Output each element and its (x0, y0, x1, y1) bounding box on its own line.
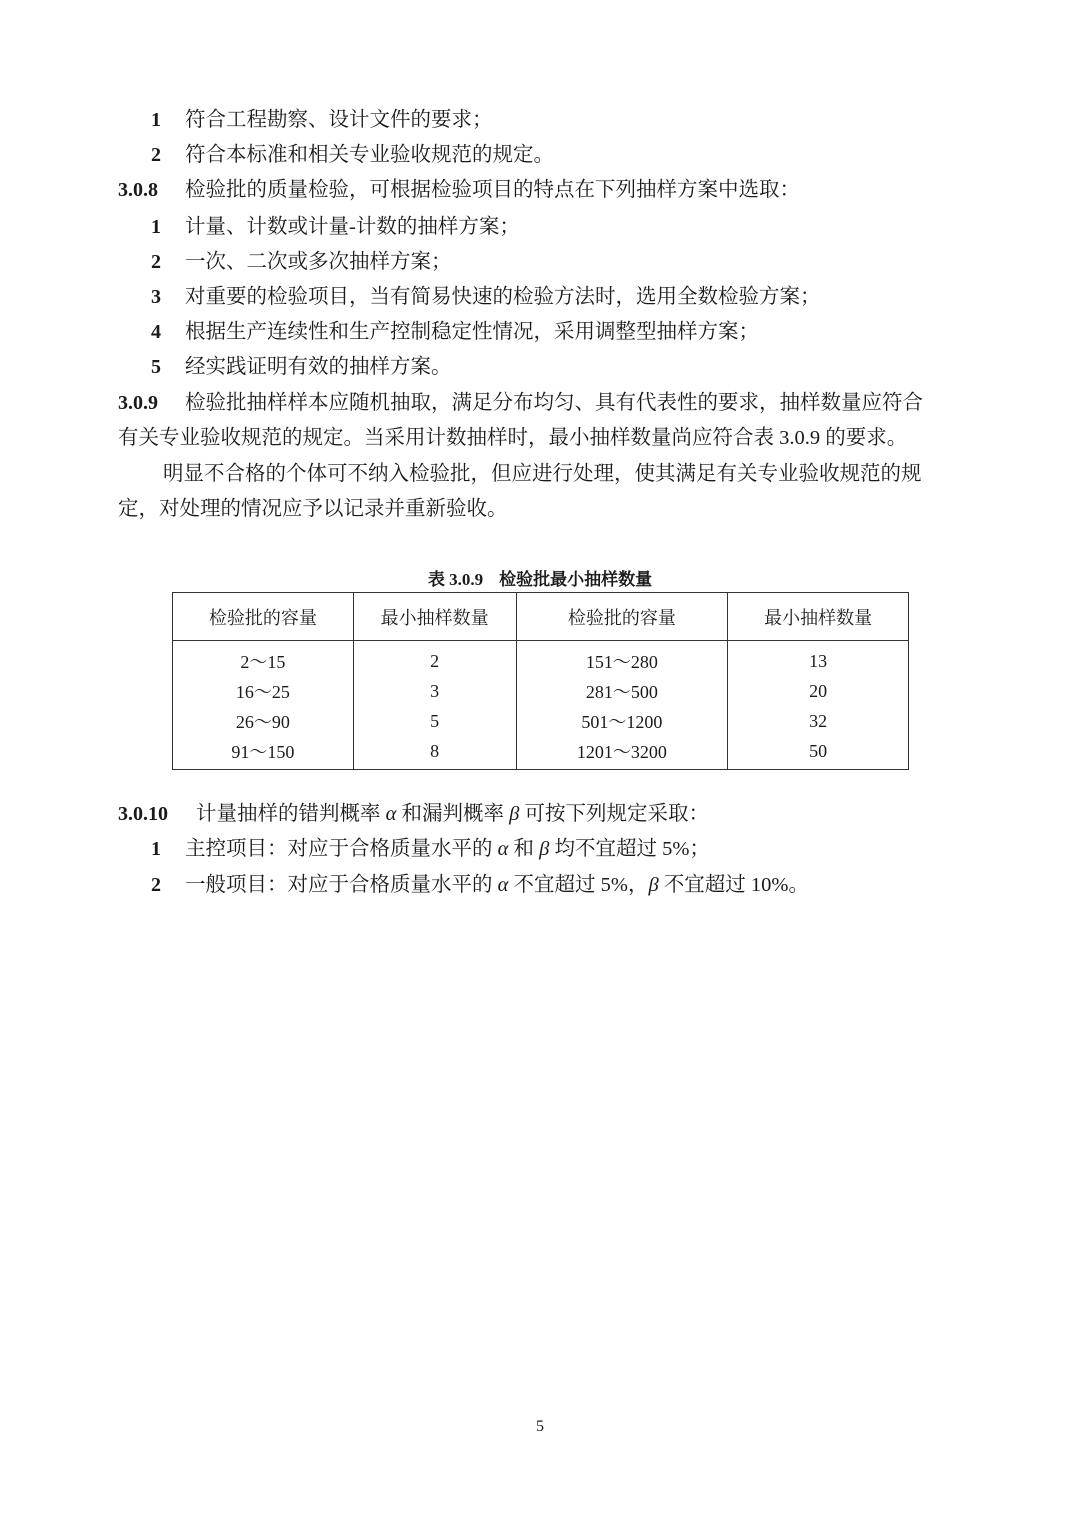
table-title: 检验批最小抽样数量 (499, 570, 653, 589)
paragraph-text: 定，对处理的情况应予以记录并重新验收。 (118, 498, 508, 520)
header-cell: 最小抽样数量 (353, 593, 516, 641)
table-number: 表 3.0.9 (427, 570, 484, 589)
table-cell: 5 (353, 706, 516, 736)
item-number: 1 (151, 838, 161, 860)
text-part: 一般项目：对应于合格质量水平的 (185, 874, 493, 896)
item-number: 1 (151, 216, 161, 238)
beta-symbol: β (539, 838, 550, 860)
item-text (185, 872, 809, 898)
item-number: 5 (151, 356, 161, 378)
item-number: 2 (151, 144, 161, 166)
item-text (185, 836, 710, 862)
header-cell: 最小抽样数量 (728, 593, 909, 641)
text-part: 计量抽样的错判概率 (196, 803, 381, 825)
section-text: 检验批抽样样本应随机抽取，满足分布均匀、具有代表性的要求，抽样数量应符合 (185, 392, 923, 414)
text-part: 不宜超过 10%。 (663, 874, 810, 896)
text-part: 和漏判概率 (401, 803, 505, 825)
table-cell: 26～90 (173, 706, 354, 736)
table-row (173, 706, 909, 736)
beta-symbol: β (648, 874, 659, 896)
beta-symbol: β (509, 803, 520, 825)
item-text: 计量、计数或计量-计数的抽样方案； (185, 216, 520, 238)
header-cell: 检验批的容量 (516, 593, 728, 641)
item-text: 一次、二次或多次抽样方案； (185, 251, 452, 273)
alpha-symbol: α (385, 803, 397, 825)
table-row (173, 736, 909, 770)
item-number: 3 (151, 286, 161, 308)
section-number: 3.0.10 (118, 803, 168, 825)
table-cell: 13 (728, 641, 909, 677)
text-part: 不宜超过 5%， (513, 874, 649, 896)
item-number: 2 (151, 874, 161, 896)
item-number: 4 (151, 321, 161, 343)
section-text (196, 801, 709, 827)
item-text: 对重要的检验项目，当有简易快速的检验方法时，选用全数检验方案； (185, 286, 821, 308)
table-cell: 2～15 (173, 641, 354, 677)
paragraph-text: 明显不合格的个体可不纳入检验批，但应进行处理，使其满足有关专业验收规范的规 (163, 463, 922, 485)
text-part: 均不宜超过 5%； (554, 838, 710, 860)
item-number: 1 (151, 109, 161, 131)
table-cell: 91～150 (173, 736, 354, 770)
section-text: 有关专业验收规范的规定。当采用计数抽样时，最小抽样数量尚应符合表 3.0.9 的要求。 (118, 427, 908, 449)
table-caption (0, 565, 1080, 590)
item-text: 根据生产连续性和生产控制稳定性情况，采用调整型抽样方案； (185, 321, 759, 343)
table-cell: 20 (728, 676, 909, 706)
table-header-row (173, 593, 909, 641)
page-number: 5 (536, 1418, 544, 1435)
alpha-symbol: α (497, 838, 509, 860)
header-cell: 检验批的容量 (173, 593, 354, 641)
table-cell: 32 (728, 706, 909, 736)
alpha-symbol: α (497, 874, 509, 896)
section-number: 3.0.8 (118, 179, 158, 201)
table-cell: 151～280 (516, 641, 728, 677)
text-part: 和 (513, 838, 535, 860)
text-part: 主控项目：对应于合格质量水平的 (185, 838, 493, 860)
sampling-table (172, 592, 909, 770)
table-cell: 3 (353, 676, 516, 706)
item-number: 2 (151, 251, 161, 273)
section-number: 3.0.9 (118, 392, 158, 414)
table-row (173, 641, 909, 677)
item-text: 符合本标准和相关专业验收规范的规定。 (185, 144, 554, 166)
table-cell: 1201～3200 (516, 736, 728, 770)
item-text: 经实践证明有效的抽样方案。 (185, 356, 452, 378)
table-cell: 281～500 (516, 676, 728, 706)
text-part: 可按下列规定采取： (524, 803, 709, 825)
table-cell: 16～25 (173, 676, 354, 706)
table-cell: 501～1200 (516, 706, 728, 736)
section-text: 检验批的质量检验，可根据检验项目的特点在下列抽样方案中选取： (185, 179, 800, 201)
table-cell: 8 (353, 736, 516, 770)
item-text: 符合工程勘察、设计文件的要求； (185, 109, 493, 131)
table-cell: 50 (728, 736, 909, 770)
table-row (173, 676, 909, 706)
table-cell: 2 (353, 641, 516, 677)
